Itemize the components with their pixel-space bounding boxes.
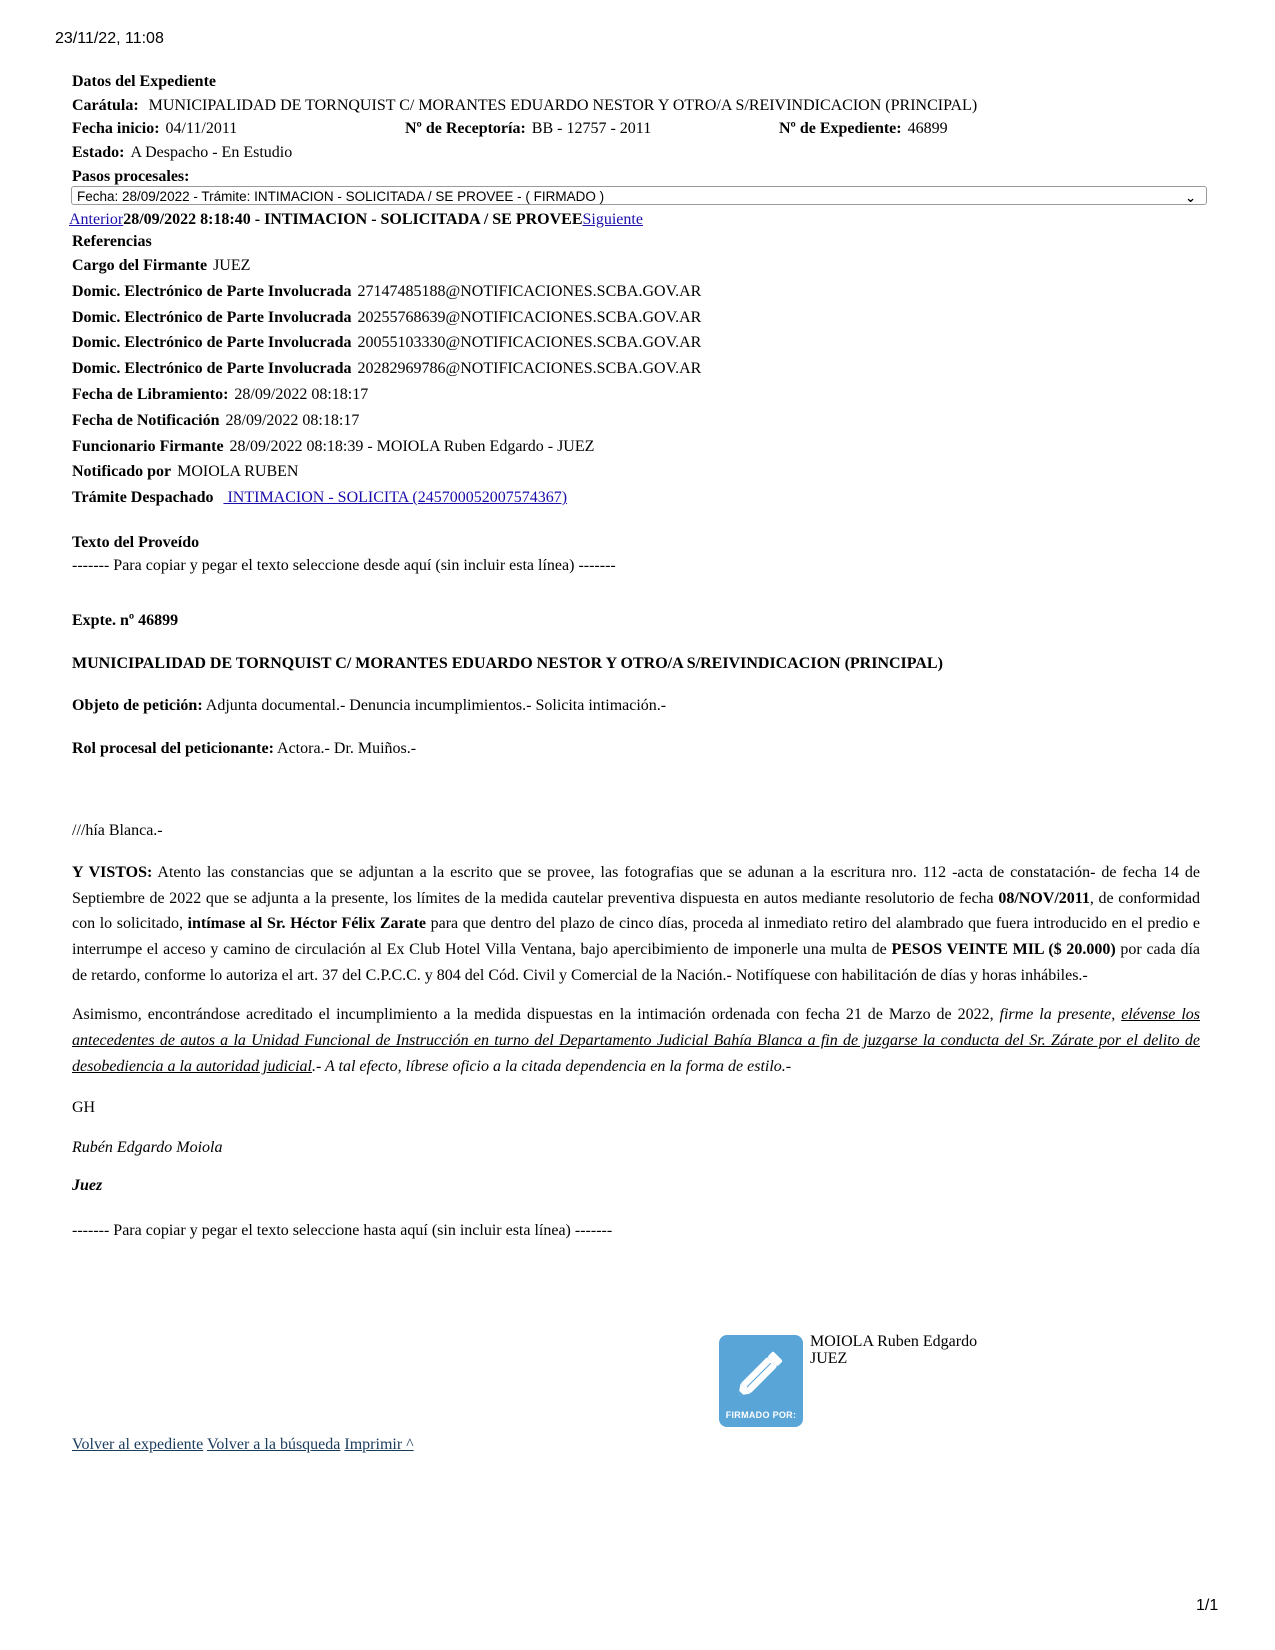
expte-number: Expte. nº 46899 — [72, 612, 179, 630]
caratula-value: MUNICIPALIDAD DE TORNQUIST C/ MORANTES EDUARDO NESTOR Y OTRO/A S/REIVINDICACION (PRINCIPAL) — [148, 96, 978, 114]
rol-procesal: Rol procesal del peticionante: Actora.- Dr. Muiños.- — [72, 739, 417, 757]
referencia-value: 28/09/2022 08:18:17 — [225, 411, 360, 429]
referencia-item — [72, 253, 1200, 279]
pasos-label: Pasos procesales: — [72, 168, 190, 185]
firmante-name: MOIOLA Ruben Edgardo — [810, 1333, 978, 1350]
receptoria-label: Nº de Receptoría: — [405, 120, 526, 137]
referencia-item — [72, 434, 1200, 460]
firmado-por-text: FIRMADO POR: — [725, 1410, 797, 1420]
referencia-item — [72, 356, 1200, 382]
pasos-procesales-select[interactable] — [71, 186, 1207, 205]
referencia-label: Domic. Electrónico de Parte Involucrada — [72, 360, 352, 378]
firmante-role: JUEZ — [810, 1350, 848, 1367]
footer-links — [72, 1436, 414, 1454]
pencil-sign-icon — [719, 1335, 803, 1405]
referencia-item — [72, 279, 1200, 305]
caratula-label: Carátula: — [72, 96, 139, 114]
tramite-despachado-row — [72, 485, 1200, 511]
firmado-por-badge — [719, 1335, 803, 1427]
referencia-label: Domic. Electrónico de Parte Involucrada — [72, 334, 352, 352]
referencia-item — [72, 330, 1200, 356]
signer-role-italic: Juez — [72, 1176, 103, 1194]
referencia-value: 20282969786@NOTIFICACIONES.SCBA.GOV.AR — [357, 360, 702, 378]
texto-proveido-title: Texto del Proveído — [72, 533, 200, 551]
caratula-row — [72, 94, 1200, 118]
referencia-value: 20255768639@NOTIFICACIONES.SCBA.GOV.AR — [357, 308, 702, 326]
tramite-despachado-label: Trámite Despachado — [72, 489, 214, 507]
siguiente-link[interactable]: Siguiente — [582, 211, 643, 228]
referencia-label: Fecha de Libramiento: — [72, 385, 229, 403]
referencia-item — [72, 305, 1200, 331]
firmante-block — [810, 1333, 977, 1367]
volver-busqueda-link[interactable]: Volver a la búsqueda — [206, 1436, 341, 1453]
referencia-item — [72, 382, 1200, 408]
referencia-value: 28/09/2022 08:18:39 - MOIOLA Ruben Edgardo - JUEZ — [229, 437, 595, 455]
pasos-selected-value: Fecha: 28/09/2022 - Trámite: INTIMACION - SOLICITADA / SE PROVEE - ( FIRMADO ) — [77, 189, 605, 204]
volver-expediente-link[interactable]: Volver al expediente — [72, 1436, 204, 1453]
estado-row — [72, 141, 1200, 165]
tramite-despachado-link[interactable]: INTIMACION - SOLICITA (245700052007574367) — [223, 489, 568, 507]
expediente-number-label: Nº de Expediente: — [779, 120, 902, 137]
receptoria-value: BB - 12757 - 2011 — [531, 120, 652, 137]
initials: GH — [72, 1098, 96, 1116]
referencia-item — [72, 459, 1200, 485]
referencia-label: Notificado por — [72, 463, 172, 481]
expediente-number-value: 46899 — [907, 120, 948, 137]
estado-value: A Despacho - En Estudio — [130, 143, 293, 161]
referencias-title: Referencias — [72, 233, 152, 250]
referencia-value: 28/09/2022 08:18:17 — [234, 385, 369, 403]
anterior-link[interactable]: Anterior — [69, 211, 124, 228]
referencia-item — [72, 408, 1200, 434]
estado-label: Estado: — [72, 143, 125, 161]
referencia-label: Domic. Electrónico de Parte Involucrada — [72, 308, 352, 326]
referencia-value: 20055103330@NOTIFICACIONES.SCBA.GOV.AR — [357, 334, 702, 352]
y-vistos-paragraph: Y VISTOS: Atento las constancias que se adjuntan a la escrito que se provee, las fotografias que se adunan a la escritura nro. 112 -acta de constatación- de fecha 14 de Septiembre de 2022 que se adjunta a la presente, los límites de la medida cautelar preventiva dispuesta en autos mediante resolutorio de fecha 08/NOV/2011, de conformidad con lo solicitado, intímase al Sr. Héctor Félix Zarate para que dentro del plazo de cinco días, proceda al inmediato retiro del alambrado que fuera introducido en el predio e interrumpe el acceso y camino de circulación al Ex Club Hotel Villa Ventana, bajo apercibimiento de imponerle una multa de PESOS VEINTE MIL ($ 20.000) por cada día de retardo, conforme lo autoriza el art. 37 del C.P.C.C. y 804 del Cód. Civil y Comercial de la Nación.- Notifíquese con habilitación de días y horas inhábiles.- — [72, 863, 1201, 984]
referencia-value: MOIOLA RUBEN — [177, 463, 299, 481]
signer-name-italic: Rubén Edgardo Moiola — [72, 1139, 223, 1157]
document-body — [69, 70, 1201, 1243]
tramite-navigation — [69, 208, 1200, 231]
referencia-label: Domic. Electrónico de Parte Involucrada — [72, 282, 352, 300]
referencias-list — [72, 253, 1200, 511]
imprimir-link[interactable]: Imprimir ^ — [344, 1436, 414, 1453]
page-number: 1/1 — [1196, 1597, 1219, 1614]
copy-end-marker: ------- Para copiar y pegar el texto seleccione hasta aquí (sin incluir esta línea) ------- — [72, 1222, 613, 1240]
lugar-fecha: ///hía Blanca.- — [72, 822, 163, 840]
current-tramite-title: 28/09/2022 8:18:40 - INTIMACION - SOLICITADA / SE PROVEE — [123, 211, 583, 228]
expediente-section-title: Datos del Expediente — [72, 73, 216, 90]
referencia-label: Cargo del Firmante — [72, 257, 208, 274]
expediente-info-row — [72, 117, 1200, 141]
chevron-down-icon: ⌄ — [1185, 190, 1196, 205]
copy-start-marker: ------- Para copiar y pegar el texto seleccione desde aquí (sin incluir esta línea) ------- — [72, 556, 616, 574]
referencia-value: JUEZ — [213, 257, 251, 274]
referencia-value: 27147485188@NOTIFICACIONES.SCBA.GOV.AR — [357, 282, 702, 300]
fecha-inicio-label: Fecha inicio: — [72, 120, 160, 137]
asimismo-paragraph: Asimismo, encontrándose acreditado el incumplimiento a la medida dispuestas en la intimación ordenada con fecha 21 de Marzo de 2022, firme la presente, elévense los antecedentes de autos a la Unidad Funcional de Instrucción en turno del Departamento Judicial Bahía Blanca a fin de juzgarse la conducta del Sr. Zárate por el delito de desobediencia a la autoridad judicial.- A tal efecto, líbrese oficio a la citada dependencia en la forma de estilo.- — [72, 1006, 1201, 1075]
proveido-caratula: MUNICIPALIDAD DE TORNQUIST C/ MORANTES EDUARDO NESTOR Y OTRO/A S/REIVINDICACION (PRINCIPAL) — [72, 654, 943, 672]
referencia-label: Fecha de Notificación — [72, 411, 220, 429]
objeto-peticion: Objeto de petición: Adjunta documental.- Denuncia incumplimientos.- Solicita intimación.- — [72, 697, 667, 715]
fecha-inicio-value: 04/11/2011 — [165, 120, 238, 137]
referencia-label: Funcionario Firmante — [72, 437, 224, 455]
print-timestamp: 23/11/22, 11:08 — [55, 30, 164, 47]
